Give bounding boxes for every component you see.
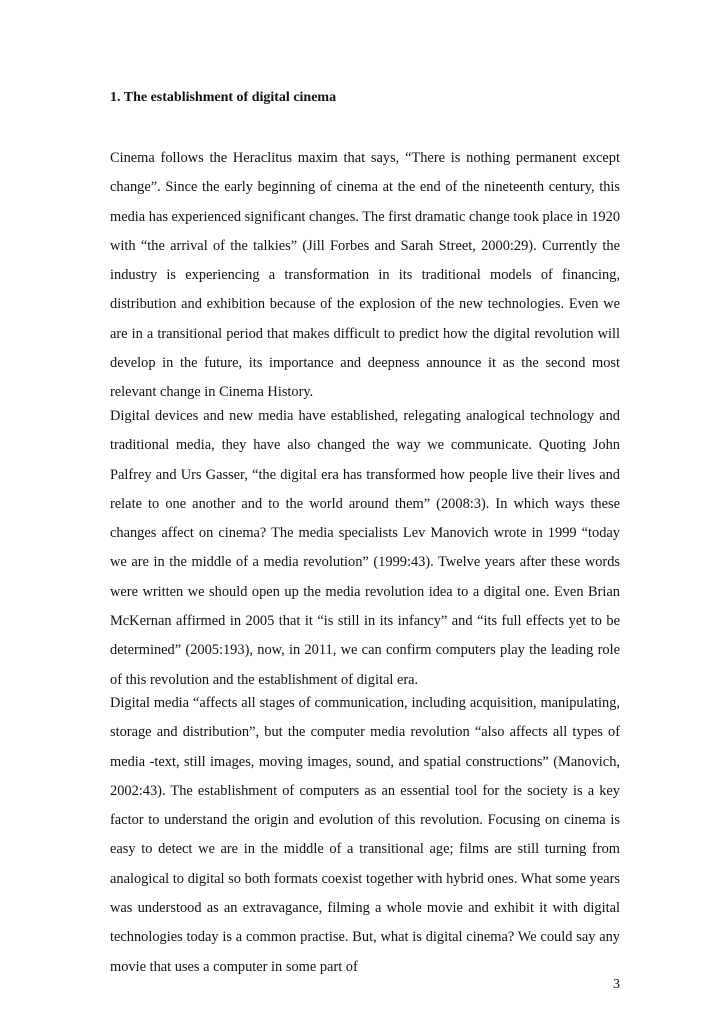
section-heading: 1. The establishment of digital cinema: [110, 90, 337, 105]
paragraph-3: Digital media “affects all stages of communication, including acquisition, manipulating, storage and distribution”, but the computer media revolution “also affects all types of media -text, still images, moving images, sound, and spatial constructions” (Manovich, 2002:43). The establishment of computers as an essential tool for the society is a key factor to understand the origin and evolution of this revolution. Focusing on cinema is easy to detect we are in the middle of a transitional age; films are still turning from analogical to digital so both formats coexist together with hybrid ones. What some years was understood as an extravagance, filming a whole movie and exhibit it with digital technologies today is a common practise. But, what is digital cinema? We could say any movie that uses a computer in some part of: [110, 695, 620, 975]
page-number: 3: [613, 977, 620, 992]
paragraph-2: Digital devices and new media have established, relegating analogical technology and traditional media, they have also changed the way we communicate. Quoting John Palfrey and Urs Gasser, “the digital era has transformed how people live their lives and relate to one another and to the world around them” (2008:3). In which ways these changes affect on cinema? The media specialists Lev Manovich wrote in 1999 “today we are in the middle of a media revolution” (1999:43). Twelve years after these words were written we should open up the media revolution idea to a digital one. Even Brian McKernan affirmed in 2005 that it “is still in its infancy” and “its full effects yet to be determined” (2005:193), now, in 2011, we can confirm computers play the leading role of this revolution and the establishment of digital era.: [110, 408, 620, 688]
paragraph-1: Cinema follows the Heraclitus maxim that says, “There is nothing permanent except change”. Since the early beginning of cinema at the end of the nineteenth century, this media has experienced significant changes. The first dramatic change took place in 1920 with “the arrival of the talkies” (Jill Forbes and Sarah Street, 2000:29). Currently the industry is experiencing a transformation in its traditional models of financing, distribution and exhibition because of the explosion of the new technologies. Even we are in a transitional period that makes difficult to predict how the digital revolution will develop in the future, its importance and deepness announce it as the second most relevant change in Cinema History.: [110, 150, 621, 401]
